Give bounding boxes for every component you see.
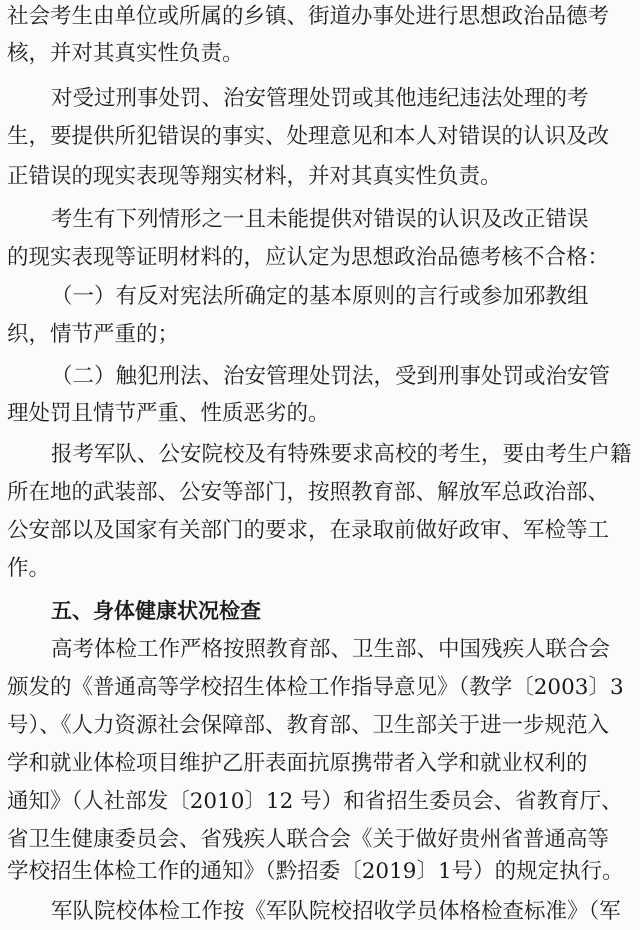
text-line — [0, 671, 640, 705]
line-text: 所在地的武装部、公安等部门，按照教育部、解放军总政治部、 — [7, 480, 610, 505]
line-text: 报考军队、公安院校及有特殊要求高校的考生，要由考生户籍 — [51, 442, 632, 467]
line-text: 对受过刑事处罚、治安管理处罚或其他违纪违法处理的考 — [51, 86, 589, 111]
line-text: （二）触犯刑法、治安管理处罚法，受到刑事处罚或治安管 — [51, 364, 611, 389]
text-line — [0, 438, 640, 472]
line-text: 学和就业体检项目维护乙肝表面抗原携带者入学和就业权利的 — [7, 751, 588, 776]
line-text: 织，情节严重的； — [7, 322, 180, 347]
line-text: 公安部以及国家有关部门的要求，在录取前做好政审、军检等工 — [7, 518, 610, 543]
line-text: 学校招生体检工作的通知》（黔招委〔2019〕1号）的规定执行。 — [7, 859, 624, 884]
line-text: 号）、《人力资源社会保障部、教育部、卫生部关于进一步规范入 — [7, 713, 610, 738]
text-line — [0, 360, 640, 394]
text-line — [0, 552, 640, 586]
line-text: 省卫生健康委员会、省残疾人联合会《关于做好贵州省普通高等 — [7, 827, 610, 852]
text-line — [0, 823, 640, 857]
line-text: 核，并对其真实性负责。 — [7, 41, 244, 66]
text-line — [0, 709, 640, 743]
line-text: 的现实表现等证明材料的，应认定为思想政治品德考核不合格： — [7, 245, 610, 270]
line-text: 作。 — [7, 556, 51, 581]
text-line — [0, 280, 640, 314]
text-line — [0, 120, 640, 154]
line-text: 生，要提供所犯错误的事实、处理意见和本人对错误的认识及改 — [7, 124, 610, 149]
line-text: （一）有反对宪法所确定的基本原则的言行或参加邪教组 — [51, 284, 589, 309]
section-heading-text: 五、身体健康状况检查 — [51, 599, 261, 623]
line-text: 高考体检工作严格按照教育部、卫生部、中国残疾人联合会 — [51, 637, 611, 662]
section-heading — [0, 594, 640, 628]
text-line — [0, 514, 640, 548]
text-line — [0, 747, 640, 781]
line-text: 颁发的《普通高等学校招生体检工作指导意见》（教学〔2003〕3 — [7, 675, 624, 700]
text-line — [0, 785, 640, 819]
text-line — [0, 318, 640, 352]
text-line — [0, 241, 640, 275]
text-line — [0, 160, 640, 194]
text-line — [0, 37, 640, 71]
text-line — [0, 476, 640, 510]
text-line — [0, 633, 640, 667]
line-text: 军队院校体检工作按《军队院校招收学员体格检查标准》（军 — [51, 899, 621, 924]
text-line — [0, 397, 640, 431]
text-line — [0, 895, 640, 929]
text-line — [0, 203, 640, 237]
line-text: 正错误的现实表现等翔实材料，并对其真实性负责。 — [7, 164, 502, 189]
line-text: 考生有下列情形之一且未能提供对错误的认识及改正错误 — [51, 207, 589, 232]
text-line — [0, 0, 640, 34]
text-line — [0, 855, 640, 889]
line-text: 社会考生由单位或所属的乡镇、街道办事处进行思想政治品德考 — [7, 4, 610, 29]
line-text: 理处罚且情节严重、性质恶劣的。 — [7, 401, 330, 426]
text-line — [0, 82, 640, 116]
line-text: 通知》（人社部发〔2010〕12 号）和省招生委员会、省教育厅、 — [7, 789, 623, 814]
